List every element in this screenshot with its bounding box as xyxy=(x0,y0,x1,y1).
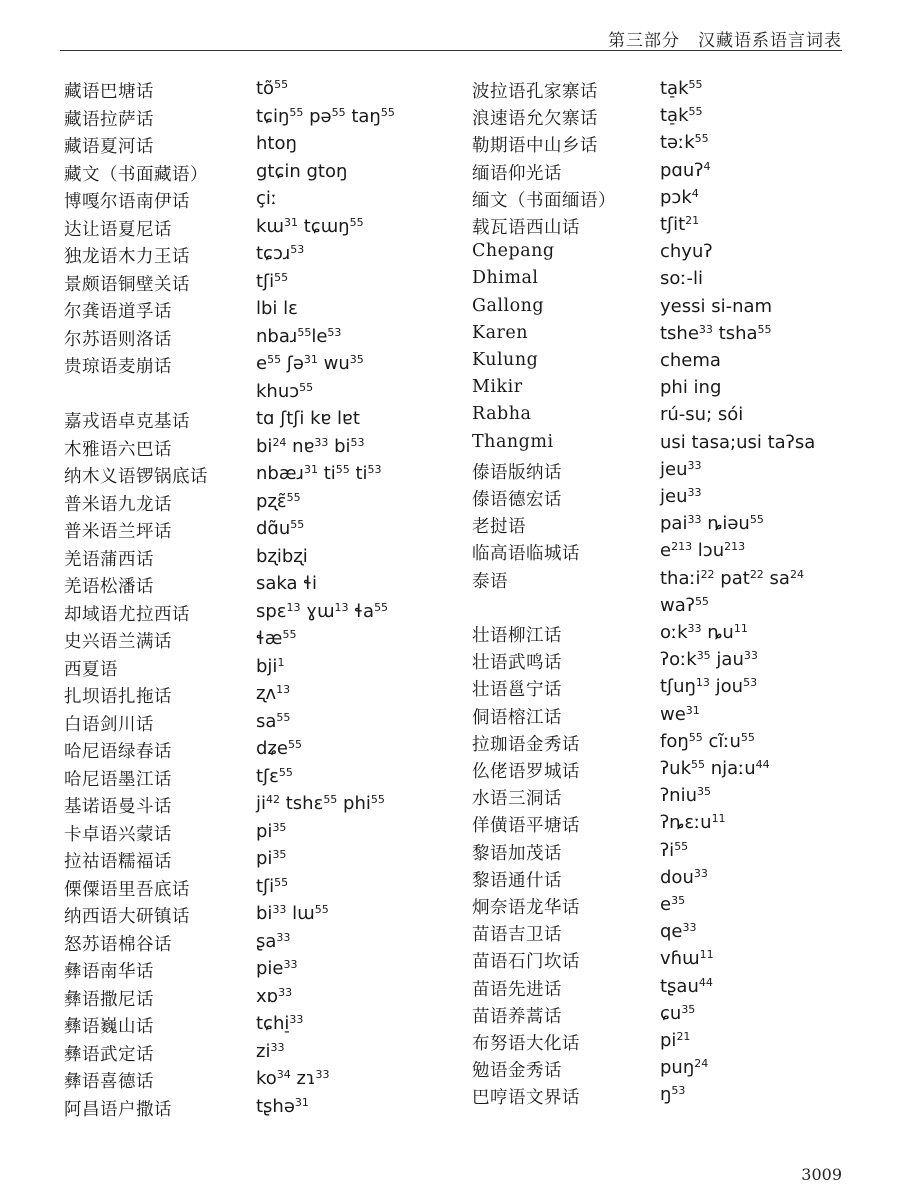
language-name: Thangmi xyxy=(472,431,554,452)
word-form: $e^{213}$ lɔu$^{213}$ xyxy=(660,540,746,562)
word-form: tɕiŋ$^{55}$ pə$^{55}$ taŋ$^{55}$ xyxy=(256,105,395,127)
word-form: saka ɬi xyxy=(256,573,318,594)
language-name: 仫佬语罗城话 xyxy=(472,762,580,782)
language-name: Chepang xyxy=(472,241,555,262)
language-name: 藏语夏河话 xyxy=(64,137,154,157)
word-form: $ji^{42}$ tshɛ$^{55}$ phi$^{55}$ xyxy=(256,792,385,814)
word-form: yessi si-nam xyxy=(660,295,773,317)
word-form: kɯ$^{31}$ tɕɯŋ$^{55}$ xyxy=(256,215,364,237)
language-name: 缅文（书面缅语） xyxy=(472,190,616,211)
word-form: vɦɯ$^{11}$ xyxy=(660,948,714,970)
word-form: ʔȵɛːu$^{11}$ xyxy=(660,812,726,834)
language-name: 老挝语 xyxy=(472,517,526,538)
word-form: $pi^{21}$ xyxy=(660,1029,691,1051)
word-form: $bi^{33}$ lɯ$^{55}$ xyxy=(256,902,329,924)
word-form: ʂa$^{33}$ xyxy=(256,930,291,952)
language-name: 西夏语 xyxy=(64,659,118,680)
language-name: 壮语邕宁话 xyxy=(472,680,562,701)
language-name: 扎坝语扎拖话 xyxy=(64,687,172,707)
language-name: 炯奈语龙华话 xyxy=(472,898,580,918)
word-form: tʂau$^{44}$ xyxy=(660,975,713,997)
word-form: ʔoːk$^{35}$ jau$^{33}$ xyxy=(660,649,758,671)
word-form: phi ing xyxy=(660,377,722,399)
word-form: $sa^{55}$ xyxy=(256,710,291,732)
language-name: 傣语版纳话 xyxy=(472,462,562,483)
word-form: pie$^{33}$ xyxy=(256,957,298,979)
word-form: pɔk$^4$ xyxy=(660,186,699,208)
word-form: tɕhi̠$^{33}$ xyxy=(256,1012,304,1034)
language-name: 怒苏语棉谷话 xyxy=(64,934,172,955)
word-form: tʃi$^{55}$ xyxy=(256,270,289,292)
word-form: ʔi$^{55}$ xyxy=(660,839,689,861)
word-form: pai$^{33}$ ȵiəu$^{55}$ xyxy=(660,513,764,535)
language-name: 藏语巴塘话 xyxy=(64,82,154,102)
word-form: $tõ^{55}$ xyxy=(256,77,289,99)
running-header xyxy=(0,0,900,56)
language-name: Rabha xyxy=(472,404,532,425)
language-name: 彝语南华话 xyxy=(64,962,154,982)
language-name: 纳西语大研镇话 xyxy=(64,907,190,927)
language-name: 苗语先进话 xyxy=(472,979,562,1000)
language-name: 苗语吉卫话 xyxy=(472,925,562,946)
word-form: jeu$^{33}$ xyxy=(660,485,702,507)
word-form: ɕu$^{35}$ xyxy=(660,1002,696,1024)
language-name: 藏语拉萨话 xyxy=(64,109,154,130)
word-form: ɬæ$^{55}$ xyxy=(256,627,297,649)
word-form: tɑ ʃtʃi kɐ lɐt xyxy=(256,408,360,429)
word-form: $nbaɹ^{55}le^{53}$ xyxy=(256,325,342,347)
word-form: $pi^{35}$ xyxy=(256,847,287,869)
word-form: rú-su; sói xyxy=(660,404,744,426)
language-name: 阿昌语户撒话 xyxy=(64,1099,172,1120)
word-form: nbæɹ$^{31}$ $ti^{55}$ $ti^{53}$ xyxy=(256,462,382,484)
language-name: 卡卓语兴蒙话 xyxy=(64,824,172,845)
word-form: chema xyxy=(660,350,721,371)
header-title: 第三部分 汉藏语系语言词表 xyxy=(608,31,842,51)
word-form: $bi^{24}$ nɐ$^{33}$ $bi^{53}$ xyxy=(256,435,365,457)
word-form: waʔ$^{55}$ xyxy=(660,594,709,616)
language-name: 藏文（书面藏语） xyxy=(64,164,208,185)
language-name: 苗语养蒿话 xyxy=(472,1006,562,1027)
language-name: 壮语武鸣话 xyxy=(472,653,562,674)
language-name: 波拉语孔家寨话 xyxy=(472,82,598,102)
page-number: 3009 xyxy=(801,1165,842,1184)
language-name: 尔苏语则洛话 xyxy=(64,329,172,350)
word-form: ʐʌ$^{13}$ xyxy=(256,682,291,704)
language-name: 彝语武定话 xyxy=(64,1044,154,1065)
language-name: 贵琼语麦崩话 xyxy=(64,357,172,377)
language-name: 嘉戎语卓克基话 xyxy=(64,412,190,432)
word-form: jeu$^{33}$ xyxy=(660,458,702,480)
language-name: 浪速语允欠寨话 xyxy=(472,109,598,130)
word-form: tʃi$^{55}$ xyxy=(256,875,289,897)
language-name: 普米语九龙话 xyxy=(64,494,172,515)
word-form: soː-li xyxy=(660,268,703,290)
word-form: tɕɔɹ$^{53}$ xyxy=(256,242,305,264)
word-form: gtɕin gtoŋ xyxy=(256,160,348,182)
word-form: $ta̠k^{55}$ xyxy=(660,105,703,127)
word-form: $e^{55}$ ʃə$^{31}$ $wu^{35}$ xyxy=(256,352,364,374)
word-form: thaːi$^{22}$ pat$^{22}$ $sa^{24}$ xyxy=(660,567,804,589)
language-name: 傈僳语里吾底话 xyxy=(64,879,190,900)
language-name: 普米语兰坪话 xyxy=(64,522,172,542)
language-name: 独龙语木力王话 xyxy=(64,247,190,267)
word-form: lbi lɛ xyxy=(256,298,298,319)
word-form: tʂhə$^{31}$ xyxy=(256,1095,309,1117)
language-name: 羌语松潘话 xyxy=(64,577,154,597)
word-form: tʃit$^{21}$ xyxy=(660,213,700,235)
language-name: 拉祜语糯福话 xyxy=(64,852,172,872)
language-name: 哈尼语绿春话 xyxy=(64,742,172,762)
language-name: 却域语尤拉西话 xyxy=(64,604,190,625)
word-form: pɑuʔ$^4$ xyxy=(660,159,711,181)
language-name: Dhimal xyxy=(472,268,539,289)
language-name: 傣语德宏话 xyxy=(472,490,562,510)
header-rule xyxy=(60,50,842,51)
word-form: tʃuŋ$^{13}$ jou$^{53}$ xyxy=(660,676,758,698)
language-name: 载瓦语西山话 xyxy=(472,218,580,238)
word-form: oːk$^{33}$ $ȵu^{11}$ xyxy=(660,621,748,643)
word-form: $qe^{33}$ xyxy=(660,921,697,943)
word-form: ʔuk$^{55}$ njaːu$^{44}$ xyxy=(660,757,770,779)
word-form: pʐɛ̃$^{55}$ xyxy=(256,490,301,512)
word-form: puŋ$^{24}$ xyxy=(660,1057,709,1079)
word-form: bʐibʐi xyxy=(256,545,308,567)
word-form: xɒ$^{33}$ xyxy=(256,985,293,1007)
word-form: tshe$^{33}$ tsha$^{55}$ xyxy=(660,322,772,344)
word-form: bji$^1$ xyxy=(256,655,285,677)
language-name: 纳木义语锣锅底话 xyxy=(64,467,208,487)
word-form: chyuʔ xyxy=(660,241,713,263)
language-name: Karen xyxy=(472,322,528,343)
language-name: 彝语撒尼话 xyxy=(64,989,154,1010)
language-name: 木雅语六巴话 xyxy=(64,439,172,460)
word-form: $pi^{35}$ xyxy=(256,820,287,842)
language-name: 史兴语兰满话 xyxy=(64,632,172,652)
word-form: khuɔ$^{55}$ xyxy=(256,380,314,402)
language-name: Gallong xyxy=(472,295,545,316)
language-name: 景颇语铜壁关话 xyxy=(64,274,190,295)
language-name: 壮语柳江话 xyxy=(472,626,562,646)
word-form: dou$^{33}$ xyxy=(660,866,708,888)
language-name: 羌语蒲西话 xyxy=(64,549,154,570)
language-name: 白语剑川话 xyxy=(64,714,154,735)
language-name: 水语三洞话 xyxy=(472,789,562,810)
language-name: 巴哼语文界话 xyxy=(472,1088,580,1109)
language-name: 拉珈语金秀话 xyxy=(472,734,580,755)
language-name: Kulung xyxy=(472,350,539,370)
word-form: foŋ$^{55}$ cĩːu$^{55}$ xyxy=(660,730,755,752)
word-form: $ŋ^{53}$ xyxy=(660,1084,686,1106)
language-name: 哈尼语墨江话 xyxy=(64,769,172,790)
word-form: $we^{31}$ xyxy=(660,703,700,725)
language-name: 佯僙语平塘话 xyxy=(472,816,580,837)
language-name: 苗语石门坎话 xyxy=(472,952,580,973)
word-form: təːk$^{55}$ xyxy=(660,132,709,154)
language-name: 缅语仰光话 xyxy=(472,163,562,184)
language-name: 彝语巍山话 xyxy=(64,1017,154,1037)
language-name: 黎语通什话 xyxy=(472,870,562,891)
word-form: htoŋ xyxy=(256,133,297,154)
language-name: 泰语 xyxy=(472,571,508,592)
word-form: tʃɛ$^{55}$ xyxy=(256,765,293,787)
word-form: $ta̠k^{55}$ xyxy=(660,77,703,99)
language-name: 基诺语曼斗话 xyxy=(64,797,172,817)
word-form: usi tasa;usi taʔsa xyxy=(660,431,816,453)
word-form: $ko^{34}$ zɿ$^{33}$ xyxy=(256,1067,330,1089)
word-form: çiː xyxy=(256,188,277,209)
word-form: $zi^{33}$ xyxy=(256,1040,285,1062)
word-form: dʑe$^{55}$ xyxy=(256,737,302,759)
language-name: 彝语喜德话 xyxy=(64,1072,154,1092)
word-form: ʔniu$^{35}$ xyxy=(660,785,712,807)
language-name: 勉语金秀话 xyxy=(472,1061,562,1082)
language-name: 勒期语中山乡话 xyxy=(472,136,598,157)
word-form: spɛ$^{13}$ ɣɯ$^{13}$ ɬa$^{55}$ xyxy=(256,600,389,622)
word-form: $dɑ̃u^{55}$ xyxy=(256,517,305,539)
word-form: $e^{35}$ xyxy=(660,893,686,915)
language-name: 布努语大化话 xyxy=(472,1034,580,1054)
language-name: 达让语夏尼话 xyxy=(64,219,172,240)
language-name: 侗语榕江话 xyxy=(472,707,562,728)
language-name: Mikir xyxy=(472,377,523,398)
language-name: 尔龚语道孚话 xyxy=(64,302,172,322)
language-name: 临高语临城话 xyxy=(472,544,580,565)
language-name: 黎语加茂话 xyxy=(472,843,562,864)
language-name: 博嘎尔语南伊话 xyxy=(64,192,190,212)
